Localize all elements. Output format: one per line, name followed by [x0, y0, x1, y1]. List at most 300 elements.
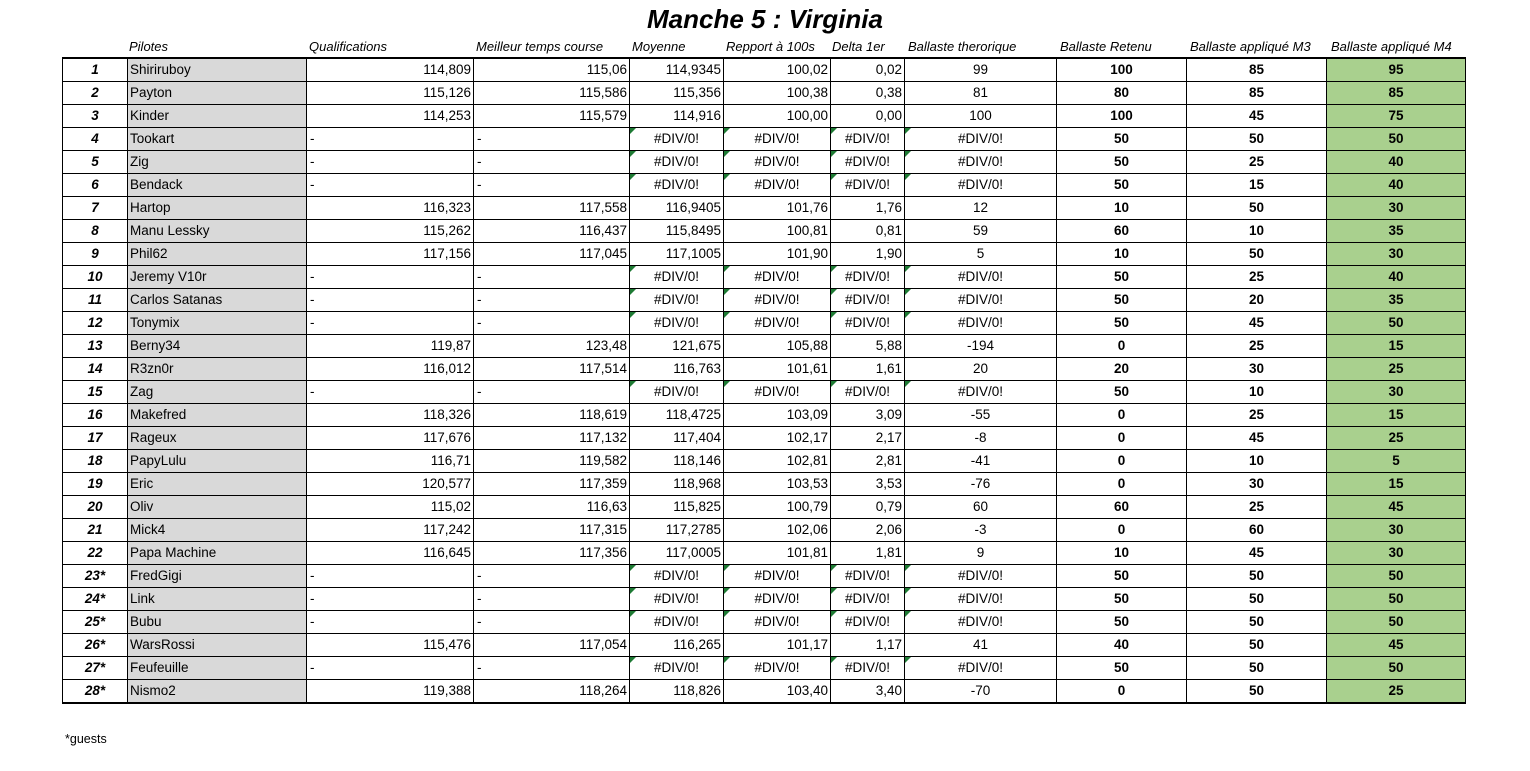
delta-cell[interactable]: #DIV/0! — [831, 611, 905, 634]
best-race-time-cell[interactable]: 118,619 — [474, 404, 630, 427]
best-race-time-cell[interactable]: 117,558 — [474, 197, 630, 220]
average-cell[interactable]: #DIV/0! — [630, 289, 724, 312]
rank-cell[interactable]: 28* — [63, 680, 128, 704]
rank-cell[interactable]: 16 — [63, 404, 128, 427]
retained-ballast-cell[interactable]: 20 — [1057, 358, 1187, 381]
pilot-name-cell[interactable]: R3zn0r — [128, 358, 307, 381]
theoretical-ballast-cell[interactable]: 41 — [905, 634, 1057, 657]
average-cell[interactable]: #DIV/0! — [630, 128, 724, 151]
qualifications-cell[interactable]: - — [307, 611, 474, 634]
rank-cell[interactable]: 15 — [63, 381, 128, 404]
delta-cell[interactable]: 0,02 — [831, 58, 905, 82]
ballast-m3-cell[interactable]: 50 — [1187, 634, 1327, 657]
ballast-m4-cell[interactable]: 15 — [1327, 473, 1466, 496]
rank-cell[interactable]: 27* — [63, 657, 128, 680]
rapport-cell[interactable]: 101,90 — [724, 243, 831, 266]
theoretical-ballast-cell[interactable]: -70 — [905, 680, 1057, 704]
pilot-name-cell[interactable]: Makefred — [128, 404, 307, 427]
qualifications-cell[interactable]: 116,012 — [307, 358, 474, 381]
ballast-m3-cell[interactable]: 85 — [1187, 82, 1327, 105]
average-cell[interactable]: 117,0005 — [630, 542, 724, 565]
average-cell[interactable]: 114,916 — [630, 105, 724, 128]
theoretical-ballast-cell[interactable]: #DIV/0! — [905, 312, 1057, 335]
rank-cell[interactable]: 7 — [63, 197, 128, 220]
average-cell[interactable]: 117,404 — [630, 427, 724, 450]
retained-ballast-cell[interactable]: 10 — [1057, 243, 1187, 266]
theoretical-ballast-cell[interactable]: -55 — [905, 404, 1057, 427]
pilot-name-cell[interactable]: Link — [128, 588, 307, 611]
rank-cell[interactable]: 2 — [63, 82, 128, 105]
theoretical-ballast-cell[interactable]: #DIV/0! — [905, 588, 1057, 611]
pilot-name-cell[interactable]: Zig — [128, 151, 307, 174]
rapport-cell[interactable]: #DIV/0! — [724, 657, 831, 680]
ballast-m4-cell[interactable]: 40 — [1327, 151, 1466, 174]
retained-ballast-cell[interactable]: 50 — [1057, 565, 1187, 588]
ballast-m3-cell[interactable]: 50 — [1187, 565, 1327, 588]
ballast-m3-cell[interactable]: 60 — [1187, 519, 1327, 542]
pilot-name-cell[interactable]: Eric — [128, 473, 307, 496]
qualifications-cell[interactable]: - — [307, 266, 474, 289]
best-race-time-cell[interactable]: - — [474, 128, 630, 151]
ballast-m4-cell[interactable]: 40 — [1327, 266, 1466, 289]
rapport-cell[interactable]: 101,76 — [724, 197, 831, 220]
rapport-cell[interactable]: #DIV/0! — [724, 381, 831, 404]
delta-cell[interactable]: #DIV/0! — [831, 151, 905, 174]
delta-cell[interactable]: 2,81 — [831, 450, 905, 473]
ballast-m3-cell[interactable]: 25 — [1187, 404, 1327, 427]
ballast-m4-cell[interactable]: 5 — [1327, 450, 1466, 473]
rapport-cell[interactable]: #DIV/0! — [724, 588, 831, 611]
best-race-time-cell[interactable]: 117,132 — [474, 427, 630, 450]
rapport-cell[interactable]: 101,81 — [724, 542, 831, 565]
rapport-cell[interactable]: #DIV/0! — [724, 174, 831, 197]
retained-ballast-cell[interactable]: 0 — [1057, 473, 1187, 496]
ballast-m3-cell[interactable]: 30 — [1187, 358, 1327, 381]
ballast-m4-cell[interactable]: 25 — [1327, 427, 1466, 450]
theoretical-ballast-cell[interactable]: #DIV/0! — [905, 128, 1057, 151]
delta-cell[interactable]: 0,79 — [831, 496, 905, 519]
average-cell[interactable]: 118,826 — [630, 680, 724, 704]
rapport-cell[interactable]: #DIV/0! — [724, 565, 831, 588]
best-race-time-cell[interactable]: 117,356 — [474, 542, 630, 565]
best-race-time-cell[interactable]: 115,579 — [474, 105, 630, 128]
average-cell[interactable]: 114,9345 — [630, 58, 724, 82]
rank-cell[interactable]: 24* — [63, 588, 128, 611]
ballast-m4-cell[interactable]: 30 — [1327, 381, 1466, 404]
ballast-m4-cell[interactable]: 30 — [1327, 197, 1466, 220]
best-race-time-cell[interactable]: 117,054 — [474, 634, 630, 657]
ballast-m3-cell[interactable]: 25 — [1187, 266, 1327, 289]
average-cell[interactable]: 115,356 — [630, 82, 724, 105]
average-cell[interactable]: 117,1005 — [630, 243, 724, 266]
qualifications-cell[interactable]: 119,87 — [307, 335, 474, 358]
ballast-m4-cell[interactable]: 85 — [1327, 82, 1466, 105]
qualifications-cell[interactable]: 117,676 — [307, 427, 474, 450]
retained-ballast-cell[interactable]: 100 — [1057, 105, 1187, 128]
theoretical-ballast-cell[interactable]: 100 — [905, 105, 1057, 128]
pilot-name-cell[interactable]: Bendack — [128, 174, 307, 197]
rapport-cell[interactable]: #DIV/0! — [724, 289, 831, 312]
theoretical-ballast-cell[interactable]: -3 — [905, 519, 1057, 542]
rapport-cell[interactable]: 102,81 — [724, 450, 831, 473]
average-cell[interactable]: #DIV/0! — [630, 611, 724, 634]
pilot-name-cell[interactable]: WarsRossi — [128, 634, 307, 657]
theoretical-ballast-cell[interactable]: 20 — [905, 358, 1057, 381]
ballast-m4-cell[interactable]: 30 — [1327, 243, 1466, 266]
best-race-time-cell[interactable]: - — [474, 312, 630, 335]
ballast-m4-cell[interactable]: 50 — [1327, 312, 1466, 335]
qualifications-cell[interactable]: 117,156 — [307, 243, 474, 266]
rank-cell[interactable]: 10 — [63, 266, 128, 289]
pilot-name-cell[interactable]: Carlos Satanas — [128, 289, 307, 312]
retained-ballast-cell[interactable]: 0 — [1057, 680, 1187, 704]
ballast-m3-cell[interactable]: 15 — [1187, 174, 1327, 197]
ballast-m3-cell[interactable]: 45 — [1187, 542, 1327, 565]
pilot-name-cell[interactable]: Manu Lessky — [128, 220, 307, 243]
delta-cell[interactable]: 1,90 — [831, 243, 905, 266]
pilot-name-cell[interactable]: Hartop — [128, 197, 307, 220]
qualifications-cell[interactable]: - — [307, 128, 474, 151]
rapport-cell[interactable]: #DIV/0! — [724, 611, 831, 634]
delta-cell[interactable]: 1,81 — [831, 542, 905, 565]
theoretical-ballast-cell[interactable]: 99 — [905, 58, 1057, 82]
retained-ballast-cell[interactable]: 80 — [1057, 82, 1187, 105]
rank-cell[interactable]: 5 — [63, 151, 128, 174]
ballast-m4-cell[interactable]: 50 — [1327, 588, 1466, 611]
rapport-cell[interactable]: 100,79 — [724, 496, 831, 519]
ballast-m3-cell[interactable]: 50 — [1187, 611, 1327, 634]
best-race-time-cell[interactable]: - — [474, 266, 630, 289]
pilot-name-cell[interactable]: Feufeuille — [128, 657, 307, 680]
rapport-cell[interactable]: 103,40 — [724, 680, 831, 704]
ballast-m4-cell[interactable]: 35 — [1327, 220, 1466, 243]
theoretical-ballast-cell[interactable]: 81 — [905, 82, 1057, 105]
pilot-name-cell[interactable]: FredGigi — [128, 565, 307, 588]
ballast-m3-cell[interactable]: 25 — [1187, 335, 1327, 358]
ballast-m4-cell[interactable]: 25 — [1327, 680, 1466, 704]
qualifications-cell[interactable]: 119,388 — [307, 680, 474, 704]
best-race-time-cell[interactable]: - — [474, 611, 630, 634]
theoretical-ballast-cell[interactable]: #DIV/0! — [905, 611, 1057, 634]
retained-ballast-cell[interactable]: 50 — [1057, 128, 1187, 151]
rapport-cell[interactable]: 105,88 — [724, 335, 831, 358]
delta-cell[interactable]: #DIV/0! — [831, 381, 905, 404]
retained-ballast-cell[interactable]: 50 — [1057, 381, 1187, 404]
average-cell[interactable]: 116,9405 — [630, 197, 724, 220]
best-race-time-cell[interactable]: 118,264 — [474, 680, 630, 704]
retained-ballast-cell[interactable]: 60 — [1057, 220, 1187, 243]
ballast-m3-cell[interactable]: 30 — [1187, 473, 1327, 496]
theoretical-ballast-cell[interactable]: -8 — [905, 427, 1057, 450]
ballast-m3-cell[interactable]: 50 — [1187, 588, 1327, 611]
ballast-m3-cell[interactable]: 20 — [1187, 289, 1327, 312]
ballast-m3-cell[interactable]: 25 — [1187, 496, 1327, 519]
ballast-m4-cell[interactable]: 30 — [1327, 519, 1466, 542]
delta-cell[interactable]: 3,09 — [831, 404, 905, 427]
best-race-time-cell[interactable]: - — [474, 588, 630, 611]
retained-ballast-cell[interactable]: 50 — [1057, 174, 1187, 197]
average-cell[interactable]: #DIV/0! — [630, 657, 724, 680]
average-cell[interactable]: #DIV/0! — [630, 174, 724, 197]
rank-cell[interactable]: 26* — [63, 634, 128, 657]
ballast-m3-cell[interactable]: 50 — [1187, 243, 1327, 266]
best-race-time-cell[interactable]: 117,315 — [474, 519, 630, 542]
rapport-cell[interactable]: 100,81 — [724, 220, 831, 243]
rapport-cell[interactable]: #DIV/0! — [724, 151, 831, 174]
delta-cell[interactable]: 0,00 — [831, 105, 905, 128]
ballast-m4-cell[interactable]: 30 — [1327, 542, 1466, 565]
theoretical-ballast-cell[interactable]: #DIV/0! — [905, 151, 1057, 174]
rank-cell[interactable]: 22 — [63, 542, 128, 565]
best-race-time-cell[interactable]: - — [474, 565, 630, 588]
delta-cell[interactable]: 1,17 — [831, 634, 905, 657]
best-race-time-cell[interactable]: - — [474, 381, 630, 404]
rapport-cell[interactable]: 100,38 — [724, 82, 831, 105]
ballast-m4-cell[interactable]: 45 — [1327, 634, 1466, 657]
ballast-m4-cell[interactable]: 75 — [1327, 105, 1466, 128]
delta-cell[interactable]: 3,40 — [831, 680, 905, 704]
rank-cell[interactable]: 8 — [63, 220, 128, 243]
delta-cell[interactable]: #DIV/0! — [831, 565, 905, 588]
qualifications-cell[interactable]: - — [307, 289, 474, 312]
delta-cell[interactable]: #DIV/0! — [831, 588, 905, 611]
ballast-m3-cell[interactable]: 10 — [1187, 450, 1327, 473]
pilot-name-cell[interactable]: Payton — [128, 82, 307, 105]
average-cell[interactable]: 118,968 — [630, 473, 724, 496]
rank-cell[interactable]: 21 — [63, 519, 128, 542]
rank-cell[interactable]: 18 — [63, 450, 128, 473]
ballast-m3-cell[interactable]: 50 — [1187, 197, 1327, 220]
best-race-time-cell[interactable]: 123,48 — [474, 335, 630, 358]
delta-cell[interactable]: #DIV/0! — [831, 657, 905, 680]
rapport-cell[interactable]: 101,17 — [724, 634, 831, 657]
rank-cell[interactable]: 25* — [63, 611, 128, 634]
ballast-m4-cell[interactable]: 15 — [1327, 404, 1466, 427]
retained-ballast-cell[interactable]: 60 — [1057, 496, 1187, 519]
ballast-m3-cell[interactable]: 45 — [1187, 427, 1327, 450]
pilot-name-cell[interactable]: Kinder — [128, 105, 307, 128]
best-race-time-cell[interactable]: 119,582 — [474, 450, 630, 473]
retained-ballast-cell[interactable]: 50 — [1057, 151, 1187, 174]
ballast-m4-cell[interactable]: 25 — [1327, 358, 1466, 381]
theoretical-ballast-cell[interactable]: #DIV/0! — [905, 174, 1057, 197]
average-cell[interactable]: #DIV/0! — [630, 588, 724, 611]
retained-ballast-cell[interactable]: 50 — [1057, 611, 1187, 634]
ballast-m3-cell[interactable]: 50 — [1187, 128, 1327, 151]
qualifications-cell[interactable]: - — [307, 588, 474, 611]
delta-cell[interactable]: 1,61 — [831, 358, 905, 381]
ballast-m4-cell[interactable]: 50 — [1327, 128, 1466, 151]
theoretical-ballast-cell[interactable]: #DIV/0! — [905, 266, 1057, 289]
qualifications-cell[interactable]: - — [307, 657, 474, 680]
rapport-cell[interactable]: 102,06 — [724, 519, 831, 542]
retained-ballast-cell[interactable]: 0 — [1057, 519, 1187, 542]
pilot-name-cell[interactable]: Zag — [128, 381, 307, 404]
pilot-name-cell[interactable]: Bubu — [128, 611, 307, 634]
rank-cell[interactable]: 17 — [63, 427, 128, 450]
best-race-time-cell[interactable]: 115,586 — [474, 82, 630, 105]
rank-cell[interactable]: 20 — [63, 496, 128, 519]
rank-cell[interactable]: 14 — [63, 358, 128, 381]
average-cell[interactable]: 121,675 — [630, 335, 724, 358]
rank-cell[interactable]: 23* — [63, 565, 128, 588]
qualifications-cell[interactable]: - — [307, 312, 474, 335]
delta-cell[interactable]: #DIV/0! — [831, 174, 905, 197]
delta-cell[interactable]: 2,17 — [831, 427, 905, 450]
average-cell[interactable]: 118,146 — [630, 450, 724, 473]
ballast-m3-cell[interactable]: 50 — [1187, 657, 1327, 680]
delta-cell[interactable]: 0,81 — [831, 220, 905, 243]
pilot-name-cell[interactable]: Phil62 — [128, 243, 307, 266]
theoretical-ballast-cell[interactable]: 60 — [905, 496, 1057, 519]
rapport-cell[interactable]: 103,53 — [724, 473, 831, 496]
delta-cell[interactable]: #DIV/0! — [831, 289, 905, 312]
retained-ballast-cell[interactable]: 50 — [1057, 657, 1187, 680]
qualifications-cell[interactable]: - — [307, 174, 474, 197]
average-cell[interactable]: 118,4725 — [630, 404, 724, 427]
delta-cell[interactable]: #DIV/0! — [831, 266, 905, 289]
qualifications-cell[interactable]: 120,577 — [307, 473, 474, 496]
pilot-name-cell[interactable]: Berny34 — [128, 335, 307, 358]
pilot-name-cell[interactable]: Jeremy V10r — [128, 266, 307, 289]
qualifications-cell[interactable]: - — [307, 565, 474, 588]
delta-cell[interactable]: #DIV/0! — [831, 312, 905, 335]
rapport-cell[interactable]: 100,00 — [724, 105, 831, 128]
pilot-name-cell[interactable]: Nismo2 — [128, 680, 307, 704]
ballast-m4-cell[interactable]: 95 — [1327, 58, 1466, 82]
best-race-time-cell[interactable]: - — [474, 657, 630, 680]
rank-cell[interactable]: 9 — [63, 243, 128, 266]
rank-cell[interactable]: 12 — [63, 312, 128, 335]
retained-ballast-cell[interactable]: 50 — [1057, 266, 1187, 289]
ballast-m4-cell[interactable]: 50 — [1327, 657, 1466, 680]
ballast-m3-cell[interactable]: 10 — [1187, 381, 1327, 404]
retained-ballast-cell[interactable]: 50 — [1057, 312, 1187, 335]
rapport-cell[interactable]: #DIV/0! — [724, 312, 831, 335]
average-cell[interactable]: 116,265 — [630, 634, 724, 657]
pilot-name-cell[interactable]: Tonymix — [128, 312, 307, 335]
average-cell[interactable]: 117,2785 — [630, 519, 724, 542]
rank-cell[interactable]: 4 — [63, 128, 128, 151]
best-race-time-cell[interactable]: 117,045 — [474, 243, 630, 266]
best-race-time-cell[interactable]: 116,437 — [474, 220, 630, 243]
delta-cell[interactable]: 2,06 — [831, 519, 905, 542]
pilot-name-cell[interactable]: Oliv — [128, 496, 307, 519]
best-race-time-cell[interactable]: - — [474, 174, 630, 197]
best-race-time-cell[interactable]: - — [474, 289, 630, 312]
retained-ballast-cell[interactable]: 0 — [1057, 335, 1187, 358]
ballast-m4-cell[interactable]: 50 — [1327, 611, 1466, 634]
theoretical-ballast-cell[interactable]: 59 — [905, 220, 1057, 243]
rank-cell[interactable]: 19 — [63, 473, 128, 496]
rank-cell[interactable]: 13 — [63, 335, 128, 358]
average-cell[interactable]: 116,763 — [630, 358, 724, 381]
delta-cell[interactable]: 1,76 — [831, 197, 905, 220]
ballast-m4-cell[interactable]: 15 — [1327, 335, 1466, 358]
retained-ballast-cell[interactable]: 50 — [1057, 289, 1187, 312]
retained-ballast-cell[interactable]: 10 — [1057, 542, 1187, 565]
average-cell[interactable]: #DIV/0! — [630, 381, 724, 404]
theoretical-ballast-cell[interactable]: 9 — [905, 542, 1057, 565]
best-race-time-cell[interactable]: 116,63 — [474, 496, 630, 519]
rapport-cell[interactable]: #DIV/0! — [724, 128, 831, 151]
theoretical-ballast-cell[interactable]: #DIV/0! — [905, 381, 1057, 404]
delta-cell[interactable]: #DIV/0! — [831, 128, 905, 151]
rank-cell[interactable]: 1 — [63, 58, 128, 82]
average-cell[interactable]: #DIV/0! — [630, 312, 724, 335]
ballast-m3-cell[interactable]: 50 — [1187, 680, 1327, 704]
pilot-name-cell[interactable]: Tookart — [128, 128, 307, 151]
delta-cell[interactable]: 3,53 — [831, 473, 905, 496]
ballast-m3-cell[interactable]: 85 — [1187, 58, 1327, 82]
pilot-name-cell[interactable]: Rageux — [128, 427, 307, 450]
theoretical-ballast-cell[interactable]: #DIV/0! — [905, 289, 1057, 312]
qualifications-cell[interactable]: 116,645 — [307, 542, 474, 565]
theoretical-ballast-cell[interactable]: #DIV/0! — [905, 657, 1057, 680]
ballast-m3-cell[interactable]: 25 — [1187, 151, 1327, 174]
pilot-name-cell[interactable]: Mick4 — [128, 519, 307, 542]
qualifications-cell[interactable]: 115,126 — [307, 82, 474, 105]
rapport-cell[interactable]: 101,61 — [724, 358, 831, 381]
retained-ballast-cell[interactable]: 0 — [1057, 450, 1187, 473]
theoretical-ballast-cell[interactable]: -194 — [905, 335, 1057, 358]
qualifications-cell[interactable]: 114,809 — [307, 58, 474, 82]
pilot-name-cell[interactable]: PapyLulu — [128, 450, 307, 473]
ballast-m4-cell[interactable]: 35 — [1327, 289, 1466, 312]
best-race-time-cell[interactable]: 117,359 — [474, 473, 630, 496]
ballast-m3-cell[interactable]: 10 — [1187, 220, 1327, 243]
qualifications-cell[interactable]: 116,323 — [307, 197, 474, 220]
qualifications-cell[interactable]: - — [307, 151, 474, 174]
delta-cell[interactable]: 0,38 — [831, 82, 905, 105]
ballast-m4-cell[interactable]: 50 — [1327, 565, 1466, 588]
rapport-cell[interactable]: 103,09 — [724, 404, 831, 427]
qualifications-cell[interactable]: 116,71 — [307, 450, 474, 473]
qualifications-cell[interactable]: 114,253 — [307, 105, 474, 128]
average-cell[interactable]: #DIV/0! — [630, 151, 724, 174]
delta-cell[interactable]: 5,88 — [831, 335, 905, 358]
rapport-cell[interactable]: #DIV/0! — [724, 266, 831, 289]
ballast-m4-cell[interactable]: 45 — [1327, 496, 1466, 519]
rank-cell[interactable]: 11 — [63, 289, 128, 312]
pilot-name-cell[interactable]: Papa Machine — [128, 542, 307, 565]
best-race-time-cell[interactable]: - — [474, 151, 630, 174]
rank-cell[interactable]: 3 — [63, 105, 128, 128]
best-race-time-cell[interactable]: 115,06 — [474, 58, 630, 82]
theoretical-ballast-cell[interactable]: -76 — [905, 473, 1057, 496]
average-cell[interactable]: #DIV/0! — [630, 266, 724, 289]
qualifications-cell[interactable]: 117,242 — [307, 519, 474, 542]
average-cell[interactable]: 115,825 — [630, 496, 724, 519]
retained-ballast-cell[interactable]: 0 — [1057, 427, 1187, 450]
average-cell[interactable]: #DIV/0! — [630, 565, 724, 588]
theoretical-ballast-cell[interactable]: -41 — [905, 450, 1057, 473]
retained-ballast-cell[interactable]: 0 — [1057, 404, 1187, 427]
qualifications-cell[interactable]: 118,326 — [307, 404, 474, 427]
best-race-time-cell[interactable]: 117,514 — [474, 358, 630, 381]
retained-ballast-cell[interactable]: 40 — [1057, 634, 1187, 657]
ballast-m4-cell[interactable]: 40 — [1327, 174, 1466, 197]
average-cell[interactable]: 115,8495 — [630, 220, 724, 243]
qualifications-cell[interactable]: 115,476 — [307, 634, 474, 657]
qualifications-cell[interactable]: 115,262 — [307, 220, 474, 243]
ballast-m3-cell[interactable]: 45 — [1187, 312, 1327, 335]
retained-ballast-cell[interactable]: 10 — [1057, 197, 1187, 220]
qualifications-cell[interactable]: - — [307, 381, 474, 404]
theoretical-ballast-cell[interactable]: 5 — [905, 243, 1057, 266]
rapport-cell[interactable]: 100,02 — [724, 58, 831, 82]
theoretical-ballast-cell[interactable]: #DIV/0! — [905, 565, 1057, 588]
